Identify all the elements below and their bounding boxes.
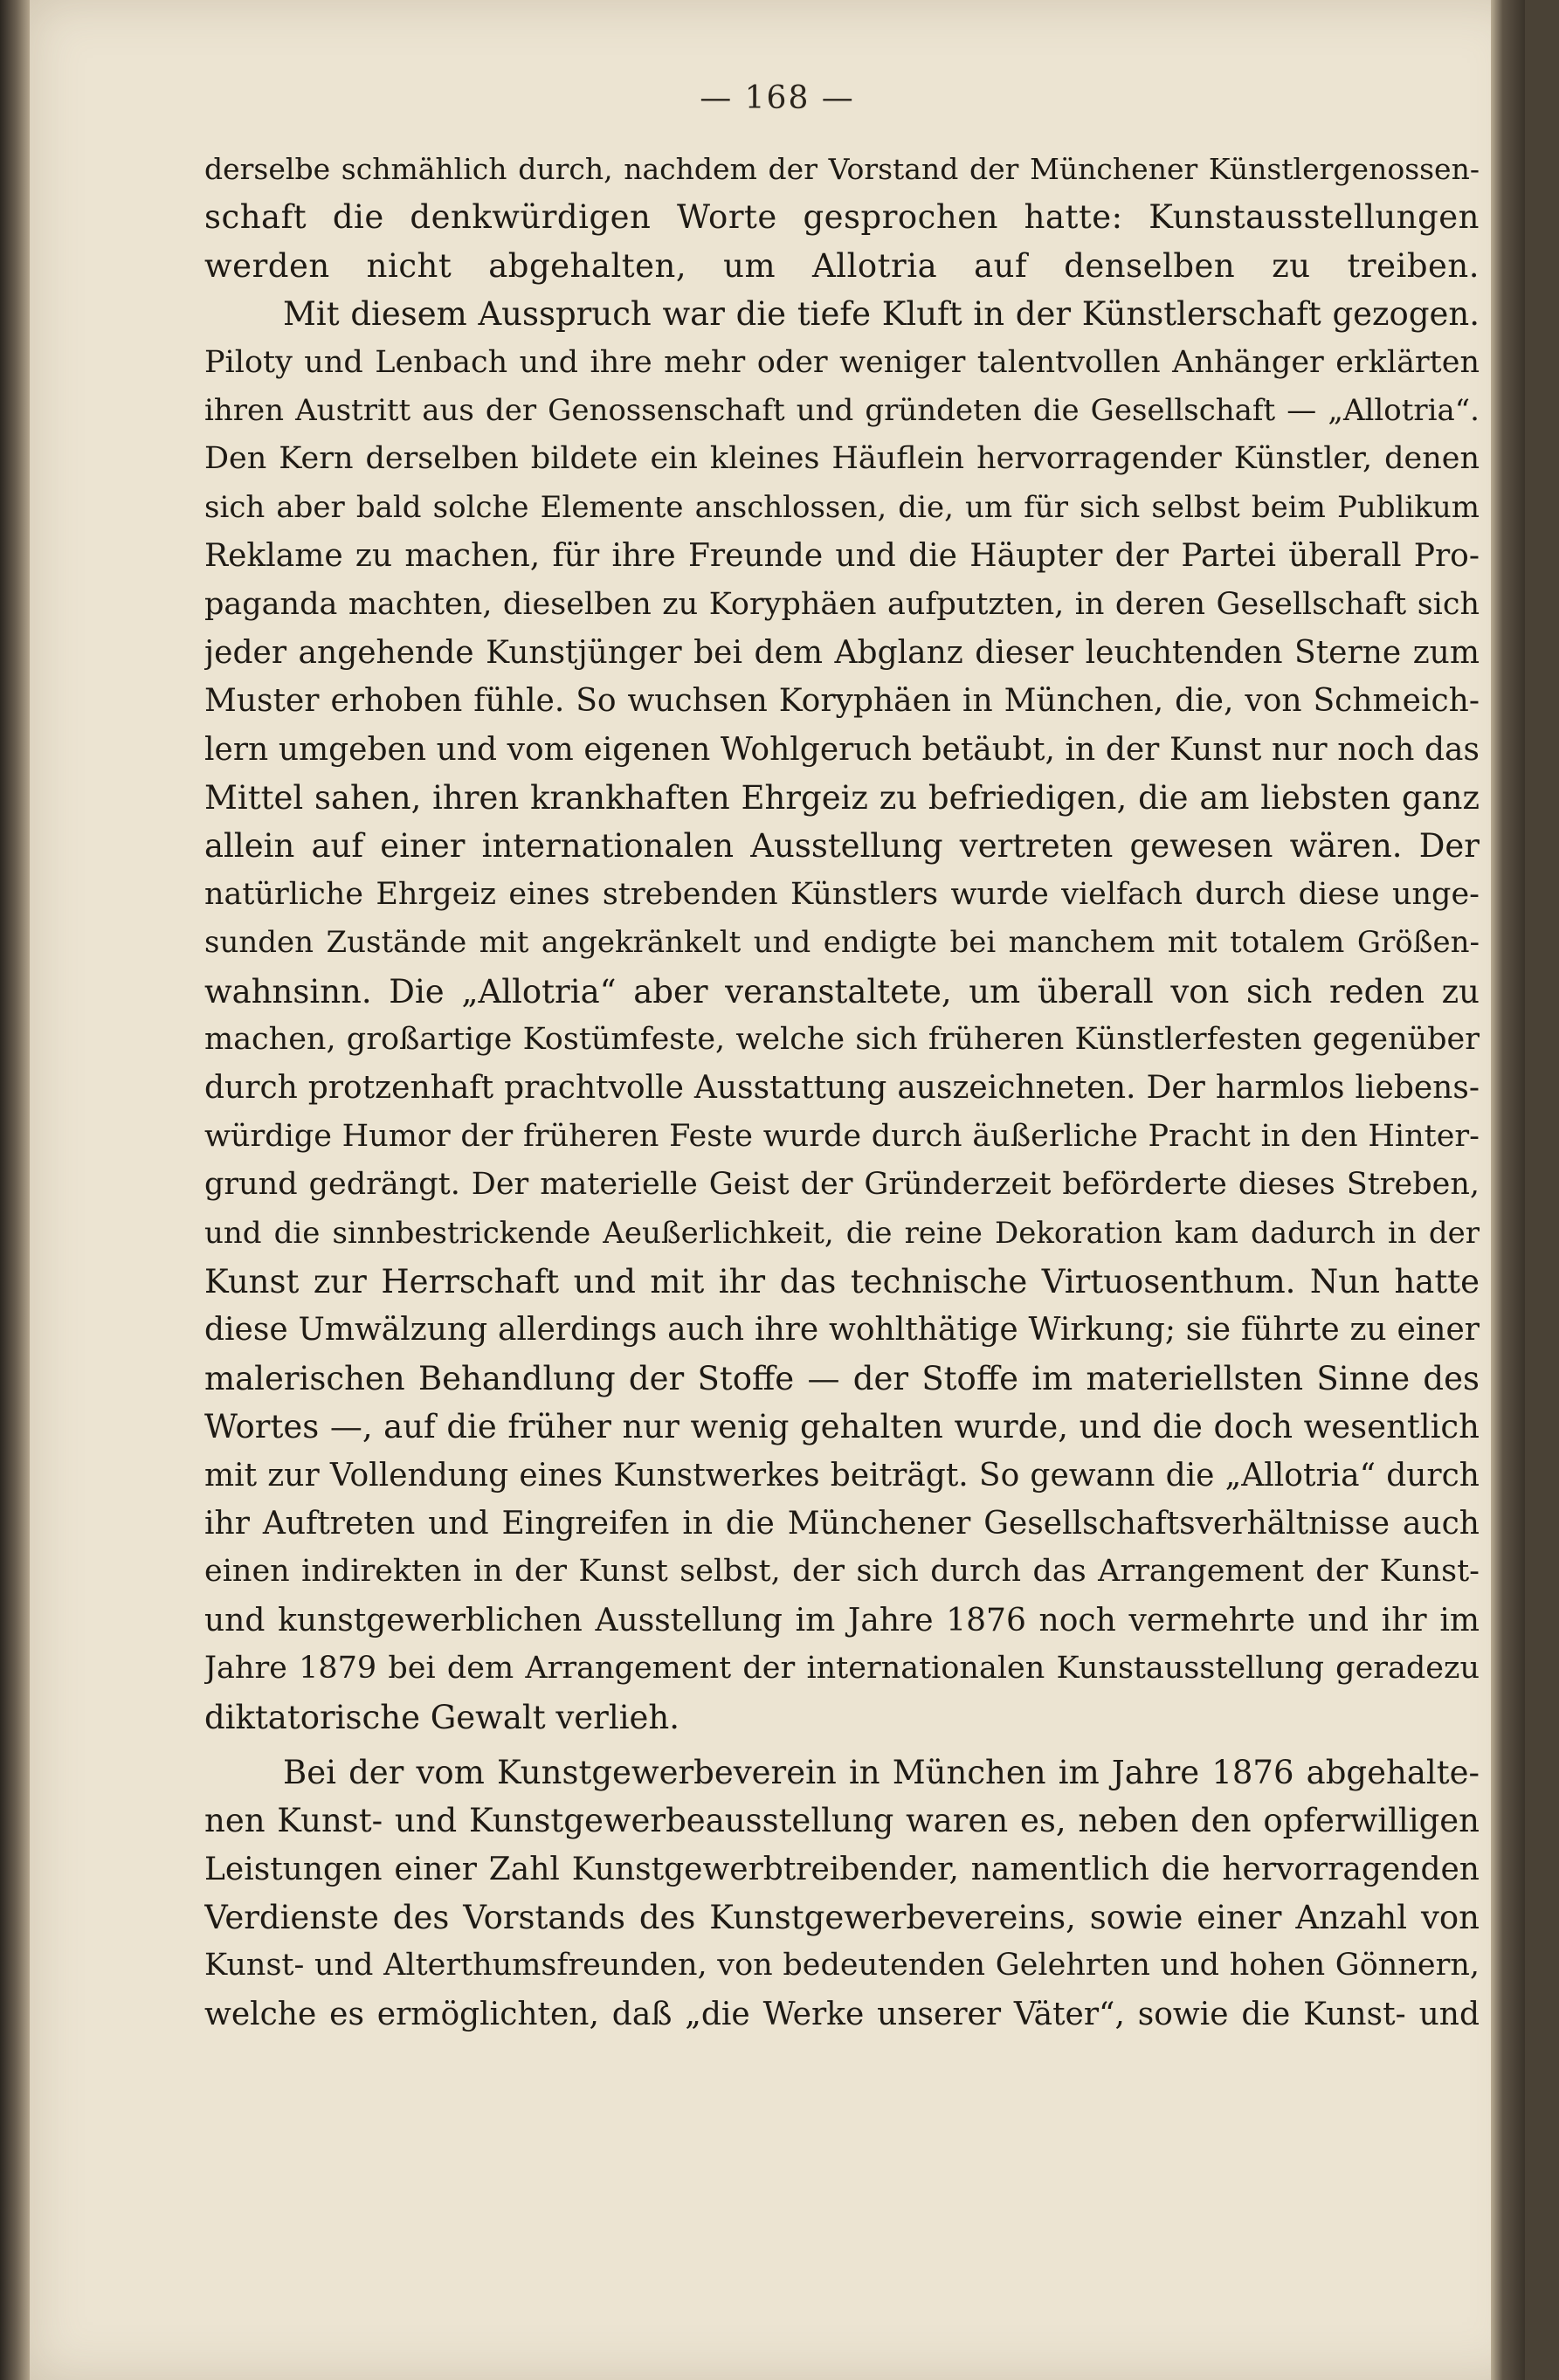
text-line: und die sinnbestrickende Aeußerlichkeit, die reine Dekoration kam dadurch in der	[204, 1215, 1480, 1251]
text-line: Reklame zu machen, für ihre Freunde und die Häupter der Partei überall Pro-	[204, 538, 1480, 575]
body-text	[204, 145, 1480, 2039]
text-line: diese Umwälzung allerdings auch ihre wohlthätige Wirkung; sie führte zu einer	[204, 1312, 1480, 1349]
text-line: Wortes —, auf die früher nur wenig gehalten wurde, und die doch wesentlich	[204, 1408, 1480, 1446]
text-line: Leistungen einer Zahl Kunstgewerbtreibender, namentlich die hervorragenden	[204, 1851, 1480, 1887]
text-line: einen indirekten in der Kunst selbst, der sich durch das Arrangement der Kunst-	[204, 1554, 1480, 1590]
paragraph-gap	[204, 1742, 1480, 1749]
text-line: mit zur Vollendung eines Kunstwerkes beiträgt. So gewann die „Allotria“ durch	[204, 1457, 1480, 1494]
text-line: ihr Auftreten und Eingreifen in die Münchener Gesellschaftsverhältnisse auch	[204, 1505, 1480, 1542]
text-line: Kunst- und Alterthumsfreunden, von bedeutenden Gelehrten und hohen Gönnern,	[204, 1948, 1480, 1983]
text-line: jeder angehende Kunstjünger bei dem Abglanz dieser leuchtenden Sterne zum	[204, 634, 1480, 671]
book-page	[30, 0, 1525, 2380]
paragraph	[204, 145, 1480, 1742]
text-line: allein auf einer internationalen Ausstellung vertreten gewesen wären. Der	[204, 827, 1480, 866]
text-line: würdige Humor der früheren Feste wurde durch äußerliche Pracht in den Hinter-	[204, 1118, 1480, 1154]
text-line: grund gedrängt. Der materielle Geist der Gründerzeit beförderte dieses Streben,	[204, 1167, 1480, 1203]
text-line: Muster erhoben fühle. So wuchsen Koryphäen in München, die, von Schmeich-	[204, 683, 1480, 720]
text-line: paganda machten, dieselben zu Koryphäen aufputzten, in deren Gesellschaft sich	[204, 586, 1480, 622]
text-line: Den Kern derselben bildete ein kleines Häuflein hervorragender Künstler, denen	[204, 441, 1480, 477]
text-line: welche es ermöglichten, daß „die Werke unserer Väter“, sowie die Kunst- und	[204, 1996, 1480, 2032]
text-line: Verdienste des Vorstands des Kunstgewerbevereins, sowie einer Anzahl von	[204, 1899, 1480, 1937]
text-line: Piloty und Lenbach und ihre mehr oder weniger talentvollen Anhänger erklärten	[204, 344, 1480, 380]
text-line: Jahre 1879 bei dem Arrangement der internationalen Kunstausstellung geradezu	[204, 1651, 1480, 1687]
text-line: natürliche Ehrgeiz eines strebenden Künstlers wurde vielfach durch diese unge-	[204, 876, 1480, 912]
text-line: Mittel sahen, ihren krankhaften Ehrgeiz zu befriedigen, die am liebsten ganz	[204, 779, 1480, 817]
text-line: Kunst zur Herrschaft und mit ihr das technische Virtuosenthum. Nun hatte	[204, 1262, 1480, 1300]
paragraph	[204, 1749, 1480, 2039]
text-line: Bei der vom Kunstgewerbeverein in München im Jahre 1876 abgehalte-	[283, 1753, 1480, 1791]
page-edge-shadow	[1491, 0, 1525, 2380]
text-line: Mit diesem Ausspruch war die tiefe Kluft in der Künstlerschaft gezogen.	[283, 295, 1480, 334]
book-spine	[0, 0, 30, 2380]
text-line: lern umgeben und vom eigenen Wohlgeruch betäubt, in der Kunst nur noch das	[204, 731, 1480, 768]
text-line: machen, großartige Kostümfeste, welche sich früheren Künstlerfesten gegenüber	[204, 1022, 1480, 1058]
text-line: wahnsinn. Die „Allotria“ aber veranstaltete, um überall von sich reden zu	[204, 972, 1480, 1011]
text-line: durch protzenhaft prachtvolle Ausstattung auszeichneten. Der harmlos liebens-	[204, 1070, 1480, 1107]
page-number: — 168 —	[700, 80, 855, 116]
text-line: sunden Zustände mit angekränkelt und endigte bei manchem mit totalem Größen-	[204, 925, 1480, 961]
text-line: und kunstgewerblichen Ausstellung im Jahre 1876 noch vermehrte und ihr im	[204, 1602, 1480, 1638]
text-line: schaft die denkwürdigen Worte gesprochen hatte: Kunstausstellungen	[204, 198, 1480, 237]
text-line: werden nicht abgehalten, um Allotria auf denselben zu treiben.	[204, 246, 1480, 285]
text-line: diktatorische Gewalt verlieh.	[204, 1698, 680, 1736]
text-line: nen Kunst- und Kunstgewerbeausstellung waren es, neben den opferwilligen	[204, 1802, 1480, 1840]
text-line: derselbe schmählich durch, nachdem der Vorstand der Münchener Künstlergenossen-	[204, 152, 1480, 186]
text-line: malerischen Behandlung der Stoffe — der Stoffe im materiellsten Sinne des	[204, 1359, 1480, 1397]
text-line: ihren Austritt aus der Genossenschaft und gründeten die Gesellschaft — „Allotria“.	[204, 392, 1480, 428]
text-line: sich aber bald solche Elemente anschlossen, die, um für sich selbst beim Publikum	[204, 489, 1480, 525]
